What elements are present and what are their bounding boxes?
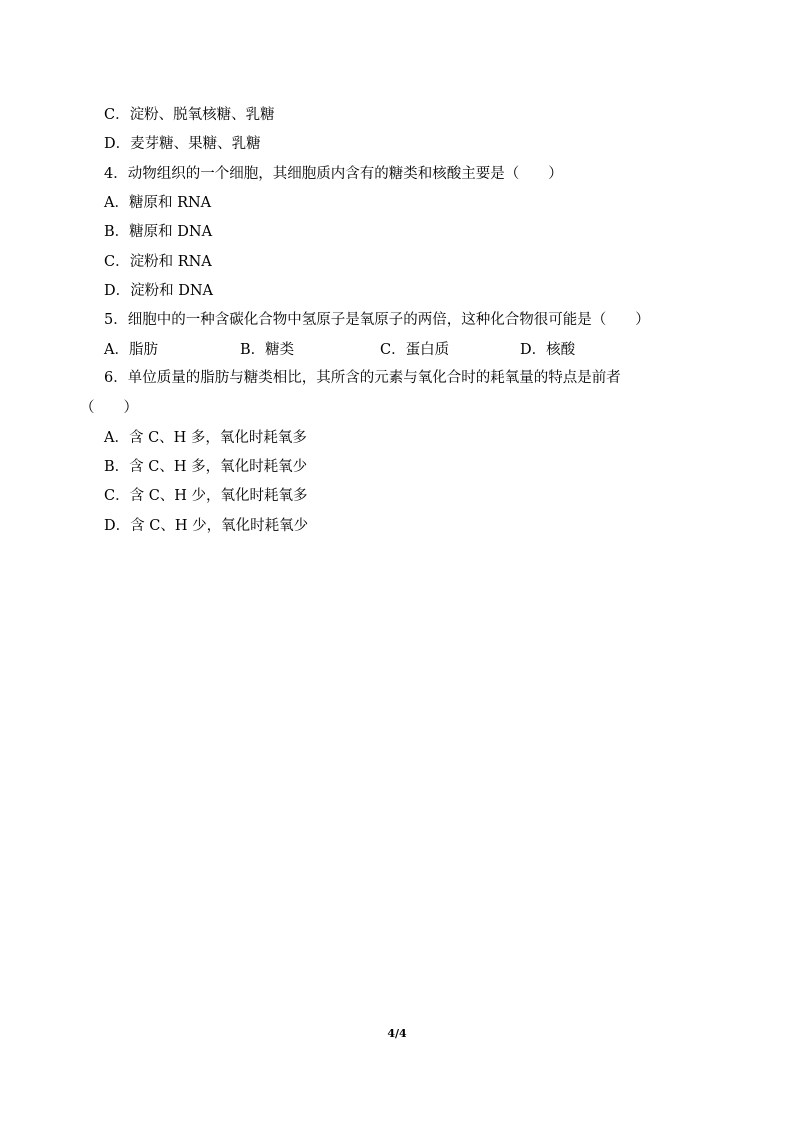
question-5-option-d: D．核酸 — [520, 342, 576, 358]
question-5-options — [104, 340, 664, 360]
question-6: 6．单位质量的脂肪与糖类相比，其所含的元素与氧化合时的耗氧量的特点是前者 — [104, 370, 621, 386]
question-4: 4．动物组织的一个细胞，其细胞质内含有的糖类和核酸主要是（ ） — [104, 166, 563, 182]
question-4-option-c: C．淀粉和 RNA — [104, 254, 212, 270]
question-6-option-a: A．含 C、H 多，氧化时耗氧多 — [104, 430, 307, 446]
page-number: 4/4 — [387, 1027, 407, 1040]
question-4-option-b: B．糖原和 DNA — [104, 224, 213, 240]
question-6-option-b: B．含 C、H 多，氧化时耗氧少 — [104, 459, 308, 475]
option-d-prev: D．麦芽糖、果糖、乳糖 — [104, 136, 261, 152]
option-c-prev: C．淀粉、脱氧核糖、乳糖 — [104, 107, 275, 123]
question-6-blank: （ ） — [80, 400, 138, 416]
question-5-option-b: B．糖类 — [240, 342, 295, 358]
question-4-option-a: A．糖原和 RNA — [104, 195, 212, 211]
question-5: 5．细胞中的一种含碳化合物中氢原子是氧原子的两倍，这种化合物很可能是（ ） — [104, 312, 650, 328]
question-6-option-d: D．含 C、H 少，氧化时耗氧少 — [104, 518, 309, 534]
question-5-option-c: C．蛋白质 — [380, 342, 450, 358]
question-6-option-c: C．含 C、H 少，氧化时耗氧多 — [104, 488, 308, 504]
question-5-option-a: A．脂肪 — [104, 342, 158, 358]
question-4-option-d: D．淀粉和 DNA — [104, 283, 214, 299]
